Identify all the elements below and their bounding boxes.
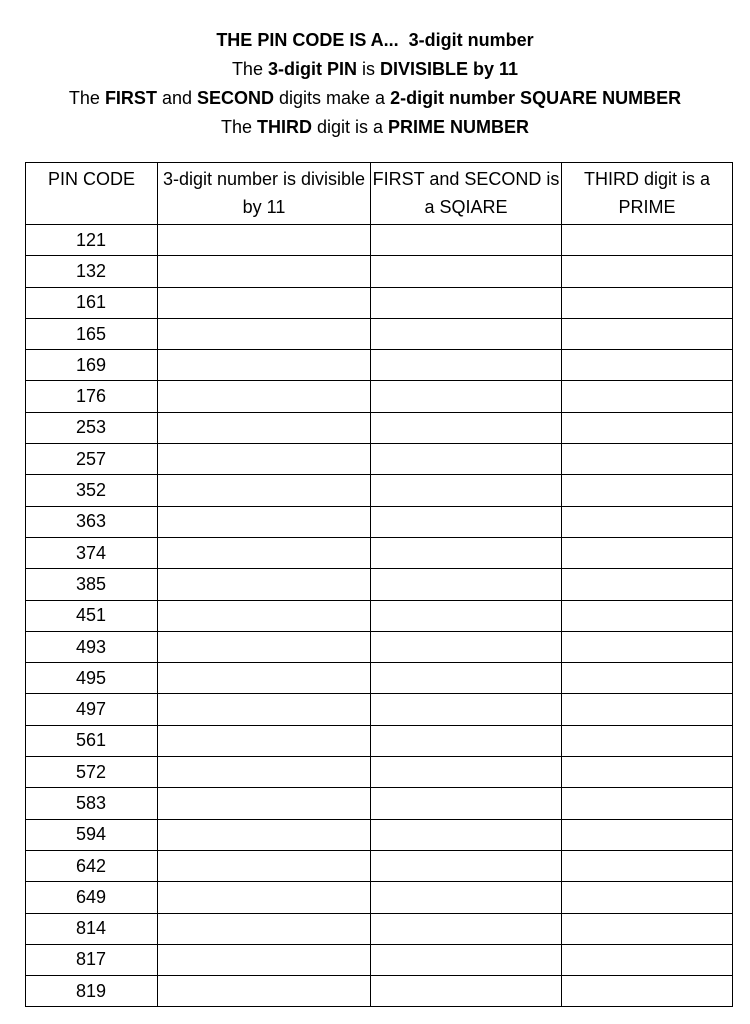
square-check-cell[interactable] <box>371 694 562 725</box>
divisible-check-cell[interactable] <box>158 537 371 568</box>
instruction-text: 3-digit number <box>398 30 534 50</box>
pin-code-cell: 253 <box>26 412 158 443</box>
prime-check-cell[interactable] <box>562 318 733 349</box>
table-header-row <box>26 163 733 225</box>
pin-code-cell: 451 <box>26 600 158 631</box>
square-check-cell[interactable] <box>371 256 562 287</box>
table-row <box>26 725 733 756</box>
pin-code-cell: 495 <box>26 663 158 694</box>
table-row <box>26 381 733 412</box>
instruction-text: is <box>356 59 380 79</box>
square-check-cell[interactable] <box>371 882 562 913</box>
pin-code-cell: 385 <box>26 569 158 600</box>
prime-check-cell[interactable] <box>562 757 733 788</box>
prime-check-cell[interactable] <box>562 412 733 443</box>
table-row <box>26 882 733 913</box>
table-row <box>26 318 733 349</box>
pin-code-cell: 352 <box>26 475 158 506</box>
square-check-cell[interactable] <box>371 757 562 788</box>
divisible-check-cell[interactable] <box>158 287 371 318</box>
prime-check-cell[interactable] <box>562 444 733 475</box>
table-row <box>26 944 733 975</box>
square-check-cell[interactable] <box>371 506 562 537</box>
pin-code-cell: 169 <box>26 350 158 381</box>
table-row <box>26 475 733 506</box>
square-check-cell[interactable] <box>371 850 562 881</box>
table-row <box>26 819 733 850</box>
table-row <box>26 913 733 944</box>
divisible-check-cell[interactable] <box>158 225 371 256</box>
table-row <box>26 788 733 819</box>
square-check-cell[interactable] <box>371 225 562 256</box>
divisible-check-cell[interactable] <box>158 913 371 944</box>
instruction-text: digit is a <box>311 117 389 137</box>
prime-check-cell[interactable] <box>562 725 733 756</box>
instruction-text: PRIME NUMBER <box>388 117 530 137</box>
instruction-text: SECOND <box>196 88 274 108</box>
pin-code-cell: 121 <box>26 225 158 256</box>
instruction-text: The <box>68 88 105 108</box>
pin-code-cell: 594 <box>26 819 158 850</box>
pin-code-cell: 176 <box>26 381 158 412</box>
square-check-cell[interactable] <box>371 944 562 975</box>
puzzle-instructions <box>0 26 750 142</box>
divisible-check-cell[interactable] <box>158 976 371 1007</box>
instruction-text: 3-digit PIN <box>267 59 357 79</box>
divisible-check-cell[interactable] <box>158 850 371 881</box>
prime-check-cell[interactable] <box>562 913 733 944</box>
instruction-text: and <box>156 88 197 108</box>
square-check-cell[interactable] <box>371 318 562 349</box>
pin-code-cell: 493 <box>26 631 158 662</box>
table-row <box>26 850 733 881</box>
prime-check-cell[interactable] <box>562 819 733 850</box>
prime-check-cell[interactable] <box>562 506 733 537</box>
divisible-check-cell[interactable] <box>158 318 371 349</box>
prime-check-cell[interactable] <box>562 569 733 600</box>
table-row <box>26 506 733 537</box>
divisible-check-cell[interactable] <box>158 350 371 381</box>
pin-code-cell: 363 <box>26 506 158 537</box>
square-check-cell[interactable] <box>371 663 562 694</box>
divisible-check-cell[interactable] <box>158 475 371 506</box>
divisible-check-cell[interactable] <box>158 631 371 662</box>
square-check-cell[interactable] <box>371 569 562 600</box>
divisible-check-cell[interactable] <box>158 757 371 788</box>
table-row <box>26 757 733 788</box>
prime-check-cell[interactable] <box>562 350 733 381</box>
divisible-check-cell[interactable] <box>158 725 371 756</box>
prime-check-cell[interactable] <box>562 537 733 568</box>
table-row <box>26 569 733 600</box>
instruction-text: FIRST <box>104 88 157 108</box>
pin-code-cell: 161 <box>26 287 158 318</box>
divisible-check-cell[interactable] <box>158 944 371 975</box>
table-row <box>26 225 733 256</box>
square-check-cell[interactable] <box>371 350 562 381</box>
prime-check-cell[interactable] <box>562 256 733 287</box>
divisible-check-cell[interactable] <box>158 663 371 694</box>
pin-code-cell: 561 <box>26 725 158 756</box>
column-header-divisible: 3-digit number is divisible by 11 <box>158 163 371 225</box>
column-header-prime: THIRD digit is a PRIME <box>562 163 733 225</box>
instruction-text: 2-digit number SQUARE NUMBER <box>390 88 682 108</box>
pin-code-table <box>25 162 733 1007</box>
pin-code-cell: 817 <box>26 944 158 975</box>
pin-code-cell: 819 <box>26 976 158 1007</box>
square-check-cell[interactable] <box>371 913 562 944</box>
table-row <box>26 287 733 318</box>
pin-code-cell: 497 <box>26 694 158 725</box>
square-check-cell[interactable] <box>371 725 562 756</box>
table-row <box>26 412 733 443</box>
instruction-line-2 <box>0 55 750 84</box>
square-check-cell[interactable] <box>371 412 562 443</box>
pin-code-cell: 583 <box>26 788 158 819</box>
instruction-line-1 <box>0 26 750 55</box>
divisible-check-cell[interactable] <box>158 600 371 631</box>
prime-check-cell[interactable] <box>562 694 733 725</box>
instruction-text: The <box>220 117 257 137</box>
pin-code-cell: 132 <box>26 256 158 287</box>
prime-check-cell[interactable] <box>562 475 733 506</box>
table-row <box>26 444 733 475</box>
divisible-check-cell[interactable] <box>158 819 371 850</box>
pin-code-cell: 572 <box>26 757 158 788</box>
prime-check-cell[interactable] <box>562 663 733 694</box>
divisible-check-cell[interactable] <box>158 788 371 819</box>
prime-check-cell[interactable] <box>562 287 733 318</box>
prime-check-cell[interactable] <box>562 976 733 1007</box>
divisible-check-cell[interactable] <box>158 256 371 287</box>
divisible-check-cell[interactable] <box>158 882 371 913</box>
instruction-text: The <box>231 59 268 79</box>
pin-code-cell: 374 <box>26 537 158 568</box>
prime-check-cell[interactable] <box>562 225 733 256</box>
divisible-check-cell[interactable] <box>158 694 371 725</box>
table-row <box>26 350 733 381</box>
pin-code-cell: 814 <box>26 913 158 944</box>
table-row <box>26 976 733 1007</box>
square-check-cell[interactable] <box>371 788 562 819</box>
table-row <box>26 663 733 694</box>
prime-check-cell[interactable] <box>562 944 733 975</box>
square-check-cell[interactable] <box>371 600 562 631</box>
prime-check-cell[interactable] <box>562 381 733 412</box>
square-check-cell[interactable] <box>371 631 562 662</box>
pin-rows <box>26 225 733 1007</box>
table-row <box>26 694 733 725</box>
square-check-cell[interactable] <box>371 444 562 475</box>
prime-check-cell[interactable] <box>562 850 733 881</box>
square-check-cell[interactable] <box>371 976 562 1007</box>
column-header-pin-code: PIN CODE <box>26 163 158 225</box>
instruction-text: digits make a <box>274 88 391 108</box>
table-row <box>26 631 733 662</box>
instruction-text: THIRD <box>256 117 312 137</box>
prime-check-cell[interactable] <box>562 600 733 631</box>
prime-check-cell[interactable] <box>562 788 733 819</box>
square-check-cell[interactable] <box>371 381 562 412</box>
instruction-line-3 <box>0 84 750 113</box>
prime-check-cell[interactable] <box>562 631 733 662</box>
table-row <box>26 537 733 568</box>
instruction-line-4 <box>0 113 750 142</box>
square-check-cell[interactable] <box>371 819 562 850</box>
column-header-square: FIRST and SECOND is a SQIARE <box>371 163 562 225</box>
pin-code-cell: 257 <box>26 444 158 475</box>
pin-code-cell: 649 <box>26 882 158 913</box>
square-check-cell[interactable] <box>371 537 562 568</box>
square-check-cell[interactable] <box>371 287 562 318</box>
pin-code-cell: 642 <box>26 850 158 881</box>
divisible-check-cell[interactable] <box>158 412 371 443</box>
pin-code-cell: 165 <box>26 318 158 349</box>
divisible-check-cell[interactable] <box>158 569 371 600</box>
divisible-check-cell[interactable] <box>158 381 371 412</box>
instruction-text: THE PIN CODE IS A... <box>216 30 399 50</box>
divisible-check-cell[interactable] <box>158 506 371 537</box>
instruction-text: DIVISIBLE by 11 <box>379 59 519 79</box>
table-row <box>26 600 733 631</box>
table-row <box>26 256 733 287</box>
square-check-cell[interactable] <box>371 475 562 506</box>
divisible-check-cell[interactable] <box>158 444 371 475</box>
prime-check-cell[interactable] <box>562 882 733 913</box>
